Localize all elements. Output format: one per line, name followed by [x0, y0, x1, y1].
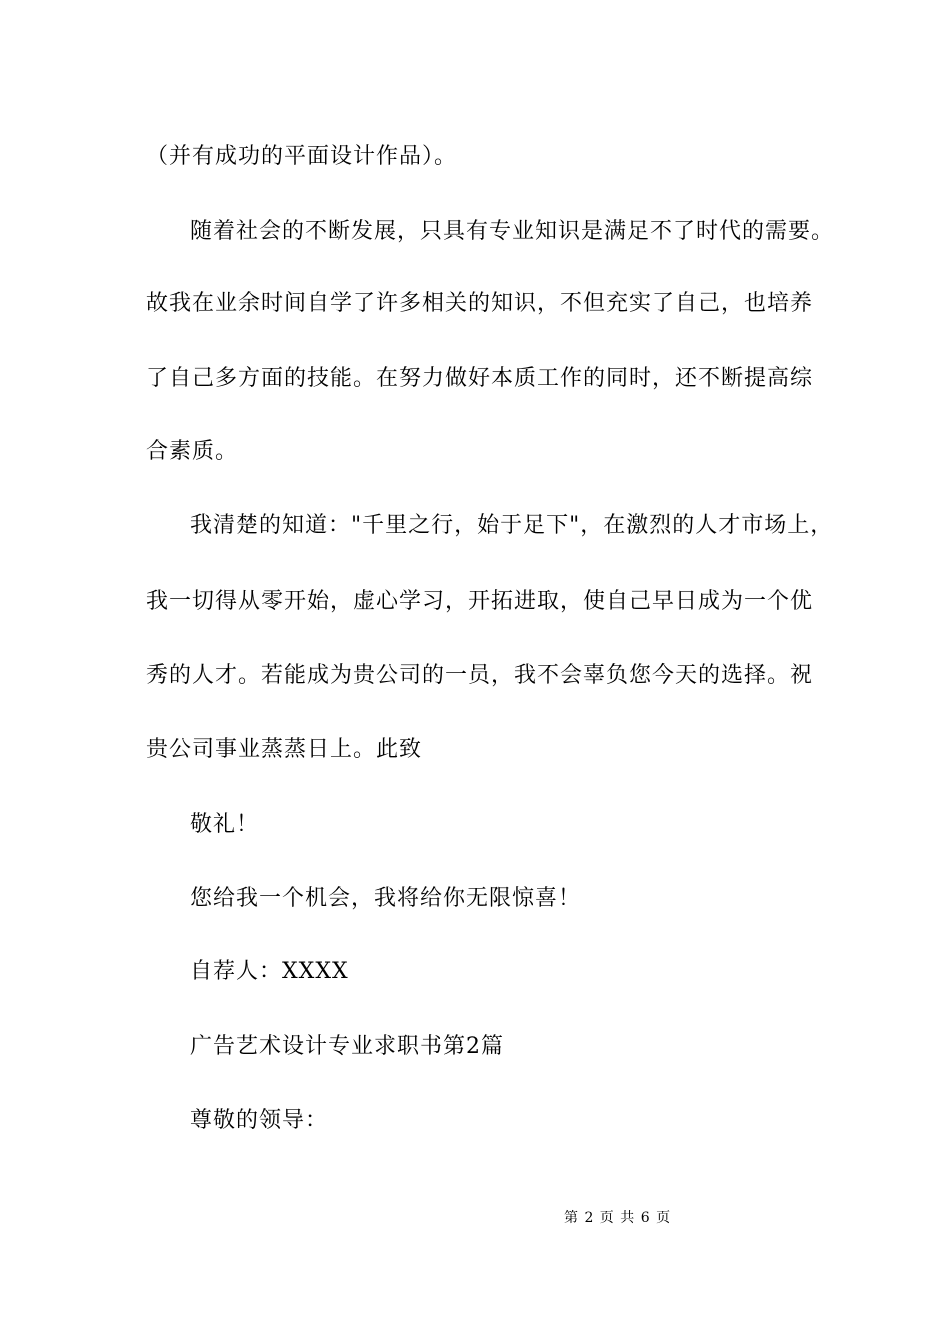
signature-line: 自荐人：XXXX: [190, 959, 349, 984]
text-line: 我清楚的知道："千里之行，始于足下"，在激烈的人才市场上，: [190, 513, 834, 538]
text-line: 合素质。: [146, 439, 239, 464]
closing-salutation: 敬礼！: [190, 812, 260, 837]
text-line: 随着社会的不断发展，只具有专业知识是满足不了时代的需要。: [190, 219, 835, 244]
text-line: 秀的人才。若能成为贵公司的一员，我不会辜负您今天的选择。祝: [146, 663, 814, 688]
section-heading: 广告艺术设计专业求职书第2篇: [190, 1034, 504, 1059]
text-line: 我一切得从零开始，虚心学习，开拓进取，使自己早日成为一个优: [146, 589, 814, 614]
text-line: 贵公司事业蒸蒸日上。此致: [146, 737, 423, 762]
text-line: 了自己多方面的技能。在努力做好本质工作的同时，还不断提高综: [146, 366, 814, 391]
page-number: 第 2 页 共 6 页: [564, 1210, 672, 1226]
text-line: （并有成功的平面设计作品）。: [146, 144, 458, 169]
text-line: 您给我一个机会，我将给你无限惊喜！: [190, 886, 582, 911]
greeting-line: 尊敬的领导：: [190, 1108, 329, 1133]
text-line: 故我在业余时间自学了许多相关的知识，不但充实了自己，也培养: [146, 291, 814, 316]
